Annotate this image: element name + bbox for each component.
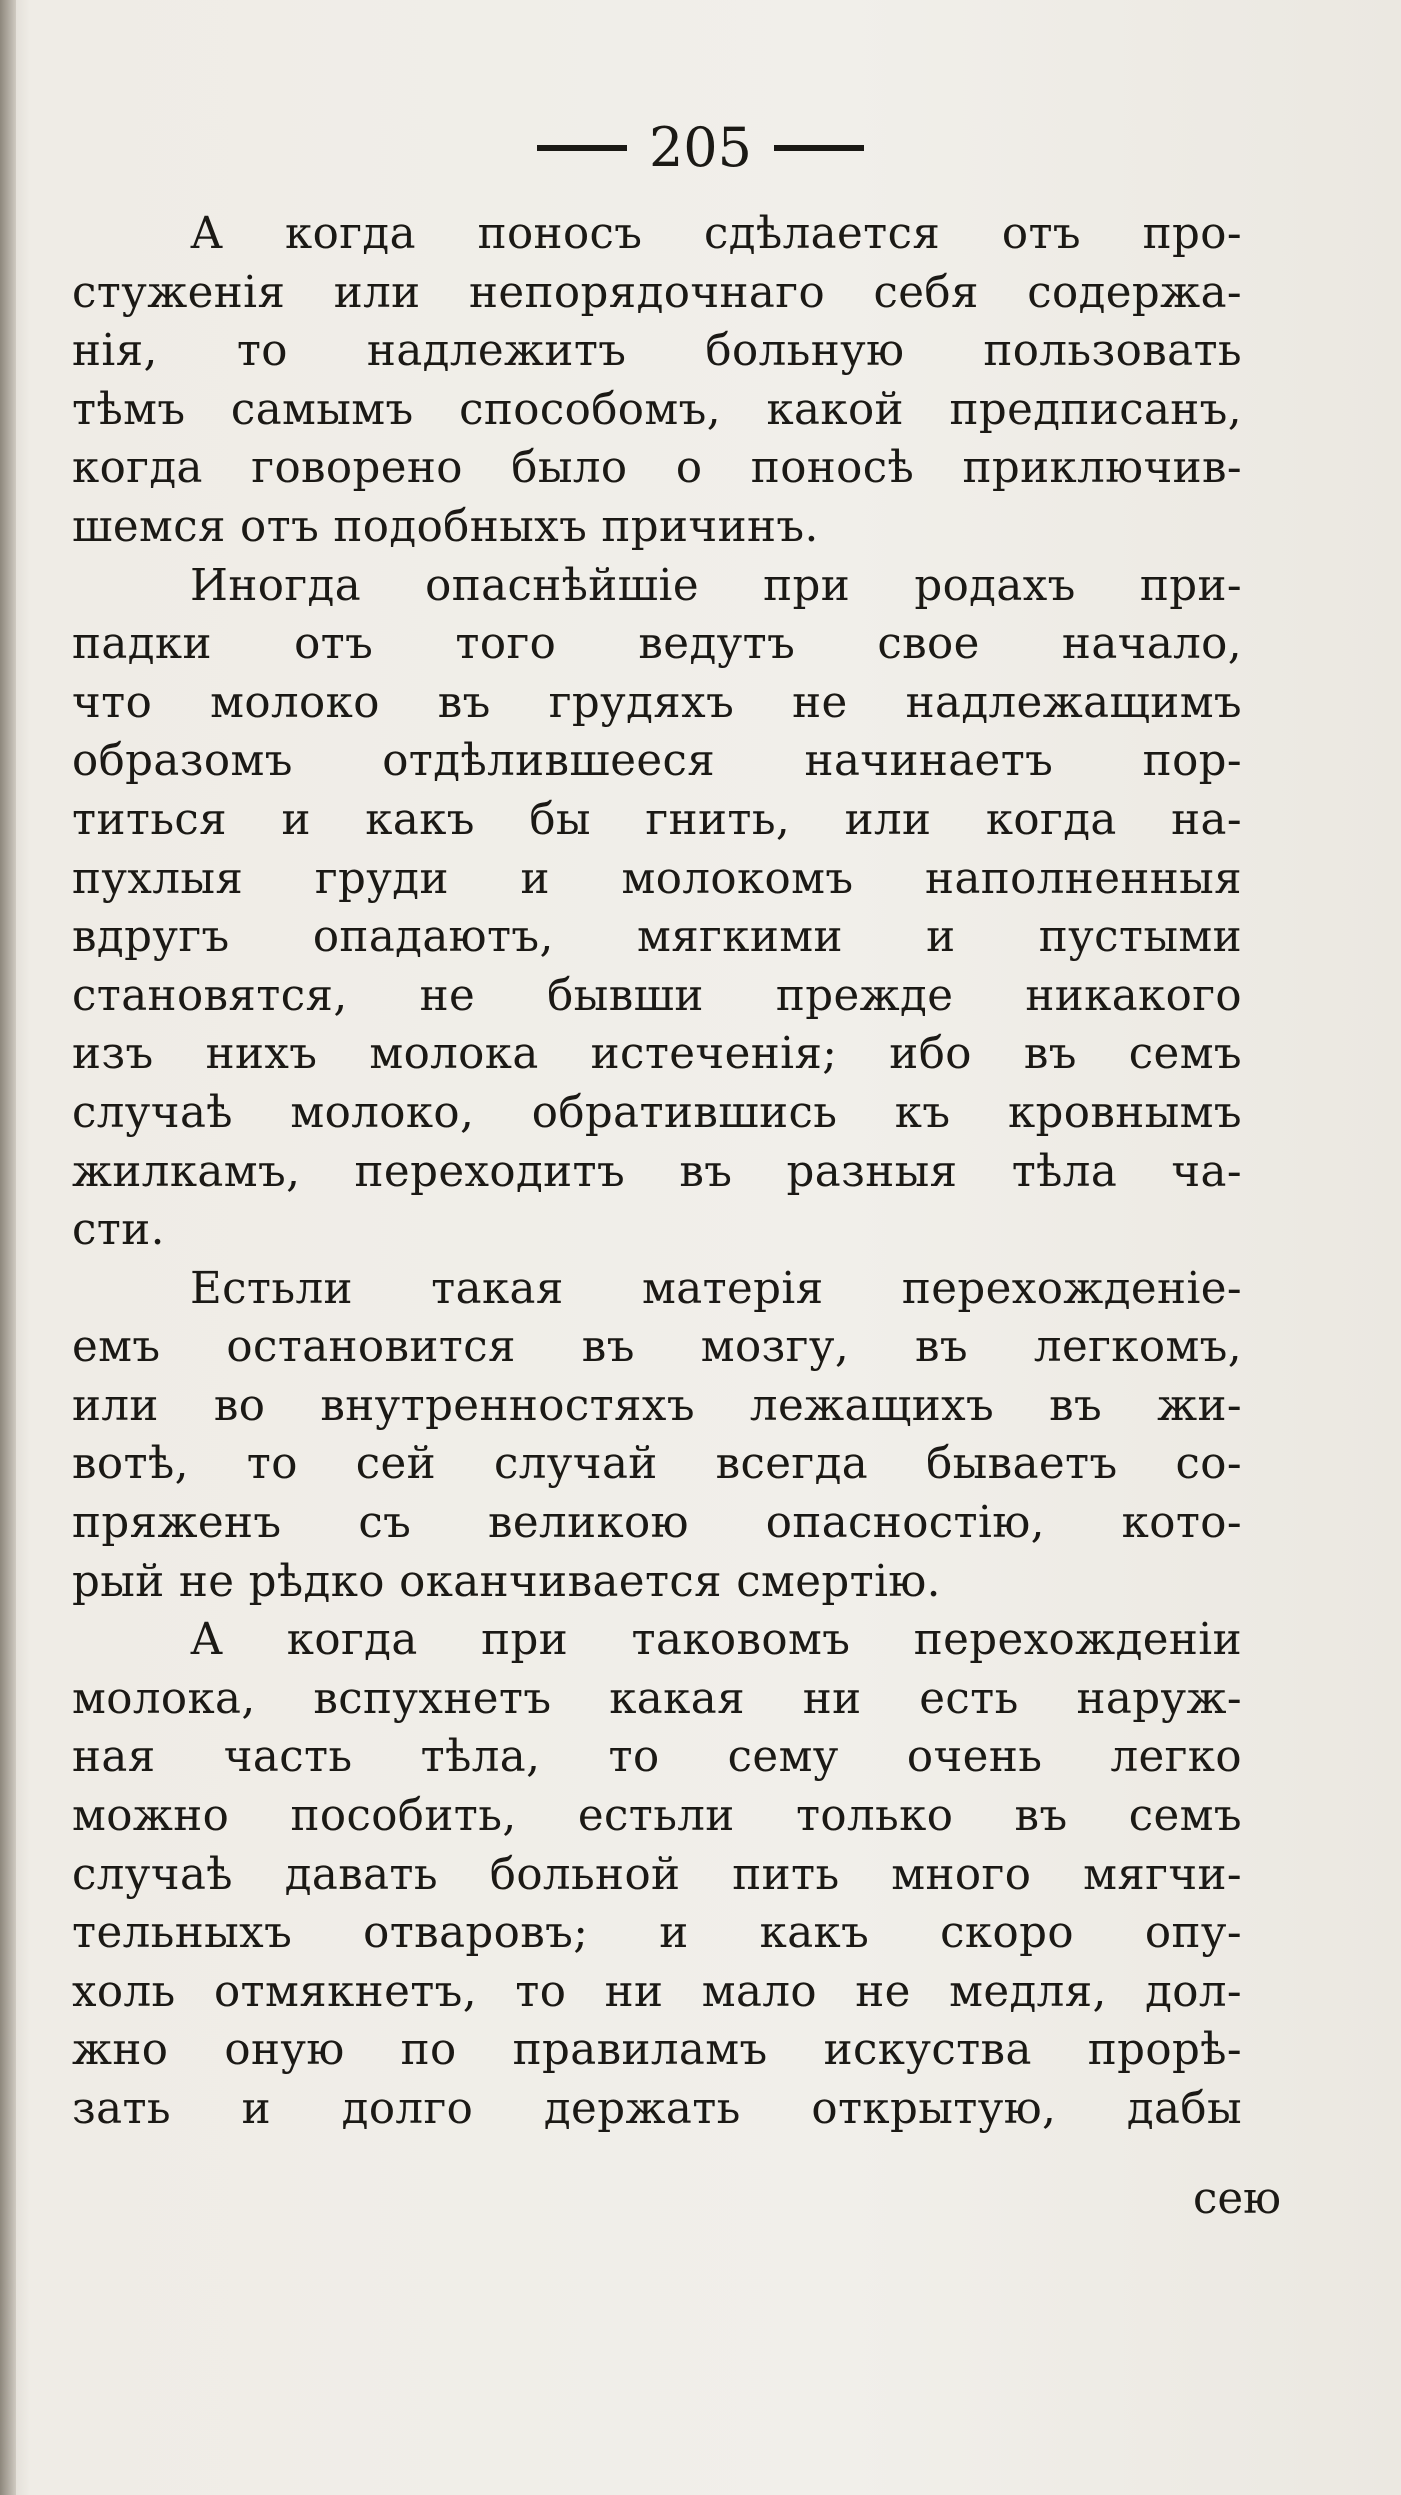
text-line: становятся, не бывши прежде никакого: [72, 970, 1242, 1021]
text-line: вотѣ, то сей случай всегда бываетъ со-: [72, 1439, 1242, 1490]
text-line: шемся отъ подобныхъ причинъ.: [72, 501, 819, 552]
text-line: образомъ отдѣлившееся начинаетъ пор-: [72, 736, 1242, 787]
text-line: стуженія или непорядочнаго себя содержа-: [72, 267, 1242, 318]
text-line: пряженъ съ великою опасностію, кото-: [72, 1498, 1242, 1549]
text-line: когда говорено было о поносѣ приключив-: [72, 443, 1242, 494]
text-line: ная часть тѣла, то сему очень легко: [72, 1732, 1242, 1783]
text-line: изъ нихъ молока истеченія; ибо въ семъ: [72, 1029, 1242, 1080]
text-line: Естьли такая матерія перехожденіе-: [190, 1263, 1242, 1314]
header-rule-left: [537, 145, 627, 151]
text-line: зать и долго держать открытую, дабы: [72, 2084, 1242, 2134]
text-line: холь отмякнетъ, то ни мало не медля, дол-: [72, 1966, 1242, 2017]
text-line: тельныхъ отваровъ; и какъ скоро опу-: [72, 1908, 1242, 1959]
text-line: жно оную по правиламъ искуства прорѣ-: [72, 2025, 1242, 2076]
text-line: молока, вспухнетъ какая ни есть наруж-: [72, 1673, 1242, 1724]
page-number: 205: [648, 116, 753, 179]
text-line: сти.: [72, 1205, 165, 1256]
text-line: нія, то надлежитъ больную пользовать: [72, 326, 1242, 377]
text-line: вдругъ опадаютъ, мягкими и пустыми: [72, 912, 1242, 963]
text-line: А когда при таковомъ перехожденіи: [190, 1615, 1242, 1666]
text-line: тѣмъ самымъ способомъ, какой предписанъ,: [72, 384, 1242, 435]
text-line: что молоко въ грудяхъ не надлежащимъ: [72, 677, 1242, 728]
text-line: или во внутренностяхъ лежащихъ въ жи-: [72, 1380, 1242, 1431]
text-line: А когда поносъ сдѣлается отъ про-: [190, 209, 1242, 259]
text-line: жилкамъ, переходитъ въ разныя тѣла ча-: [72, 1146, 1242, 1197]
catchword: сею: [1193, 2174, 1281, 2224]
page-header: [0, 118, 1401, 178]
text-line: случаѣ давать больной пить много мягчи-: [72, 1849, 1242, 1900]
text-line: емъ остановится въ мозгу, въ легкомъ,: [72, 1322, 1242, 1373]
text-line: падки отъ того ведутъ свое начало,: [72, 619, 1242, 670]
header-rule-right: [774, 145, 864, 151]
text-line: титься и какъ бы гнить, или когда на-: [72, 794, 1242, 845]
text-line: можно пособить, естьли только въ семъ: [72, 1791, 1242, 1842]
text-line: рый не рѣдко оканчивается смертію.: [72, 1556, 941, 1607]
page-binding-edge: [0, 0, 16, 2495]
text-line: Иногда опаснѣйшіе при родахъ при-: [190, 560, 1242, 611]
text-line: случаѣ молоко, обратившись къ кровнымъ: [72, 1087, 1242, 1138]
body-text: [72, 205, 1242, 2139]
text-line: пухлыя груди и молокомъ наполненныя: [72, 853, 1242, 904]
